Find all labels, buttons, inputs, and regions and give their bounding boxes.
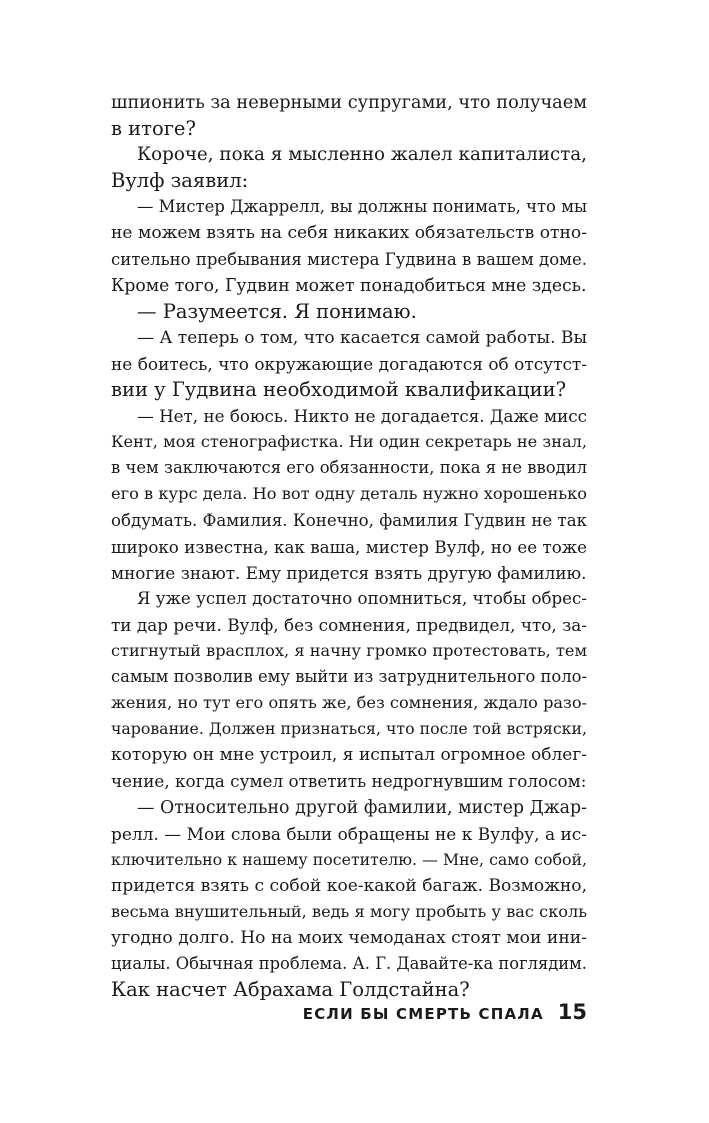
text-line: ключительно к нашему посетителю. — Мне, само собой, [111,849,587,869]
text-line: Как насчет Абрахама Голдстайна? [111,978,470,1002]
text-line: шпионить за неверными супругами, что получаем [111,93,587,113]
text-line: широко известна, как ваша, мистер Вулф, но ее тоже [111,536,587,557]
text-line: — Относительно другой фамилии, мистер Джар- [137,797,587,818]
text-line: не можем взять на себя никаких обязательств отно- [111,223,587,244]
text-line: его в курс дела. Но вот одну деталь нужно хорошенько [111,484,587,504]
text-line: — А теперь о том, что касается самой работы. Вы [137,327,587,348]
text-line: не боитесь, что окружающие догадаются об отсутст- [111,353,587,374]
text-line: — Мистер Джаррелл, вы должны понимать, что мы [137,197,587,217]
text-line: чарование. Должен признаться, что после той встряски, [111,719,587,739]
text-line: угодно долго. Но на моих чемоданах стоят мои ини- [111,928,587,948]
text-line: в итоге? [111,117,196,141]
text-line: Короче, пока я мысленно жалел капиталиста, [137,144,587,166]
text-line: вии у Гудвина необходимой квалификации? [111,378,567,402]
text-line: придется взять с собой кое-какой багаж. Возможно, [111,875,587,896]
text-line: обдумать. Фамилия. Конечно, фамилия Гудвин не так [111,510,587,530]
text-line: самым позволив ему выйти из затруднительного поло- [111,667,587,687]
text-line: релл. — Мои слова были обращены не к Вулфу, а ис- [111,823,587,844]
text-line: весьма внушительный, ведь я могу пробыть у вас сколь [111,901,587,921]
text-line: — Разумеется. Я понимаю. [137,299,417,323]
page-footer [111,1000,587,1026]
body-text [111,90,587,1003]
page-number: 15 [557,1000,587,1024]
text-line: стигнутый врасплох, я начну громко протестовать, тем [111,640,587,660]
text-line: жения, но тут его опять же, без сомнения, ждало разо- [111,693,587,713]
text-line: Кроме того, Гудвин может понадобиться мне здесь. [111,275,587,296]
text-line: — Нет, не боюсь. Никто не догадается. Даже мисс [137,406,587,427]
text-line: многие знают. Ему придется взять другую фамилию. [111,562,587,583]
text-line: сительно пребывания мистера Гудвина в вашем доме. [111,249,587,269]
text-line: Кент, моя стенографистка. Ни один секретарь не знал, [111,432,587,452]
text-line: Вулф заявил: [111,169,249,193]
text-line: циалы. Обычная проблема. А. Г. Давайте-ка поглядим. [111,954,587,974]
text-line: чение, когда сумел ответить недрогнувшим голосом: [111,771,587,792]
text-line: ти дар речи. Вулф, без сомнения, предвидел, что, за- [111,614,587,635]
running-head: ЕСЛИ БЫ СМЕРТЬ СПАЛА [302,1005,544,1023]
text-line: которую он мне устроил, я испытал огромное облег- [111,745,587,766]
text-line: Я уже успел достаточно опомниться, чтобы обрес- [137,588,587,608]
text-line: в чем заключаются его обязанности, пока я не вводил [111,458,587,478]
